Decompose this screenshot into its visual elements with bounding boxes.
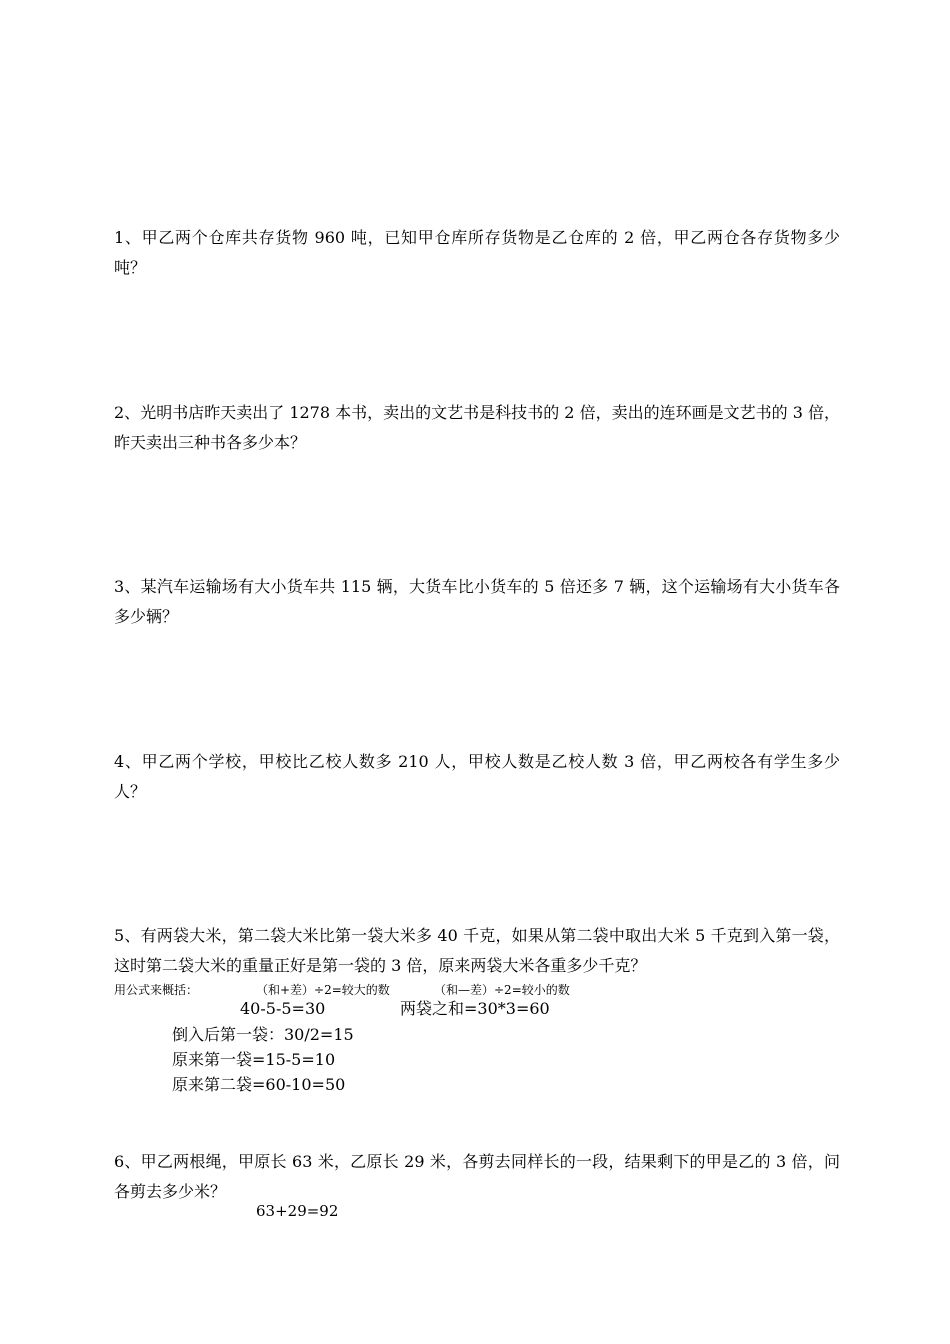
- problem-5: 5、有两袋大米，第二袋大米比第一袋大米多 40 千克，如果从第二袋中取出大米 5 千克到入第一袋，这时第二袋大米的重量正好是第一袋的 3 倍，原来两袋大米各重多少千克？: [114, 926, 840, 975]
- problem-4: 4、甲乙两个学校，甲校比乙校人数多 210 人，甲校人数是乙校人数 3 倍，甲乙两校各有学生多少人？: [114, 752, 840, 801]
- problem-3: 3、某汽车运输场有大小货车共 115 辆，大货车比小货车的 5 倍还多 7 辆，这个运输场有大小货车各多少辆？: [114, 577, 840, 626]
- problem-6: 6、甲乙两根绳，甲原长 63 米，乙原长 29 米，各剪去同样长的一段，结果剩下的甲是乙的 3 倍，问各剪去多少米？: [114, 1152, 840, 1201]
- work5-line1: 40-5-5=30: [240, 999, 326, 1018]
- formula-small-number: （和—差）÷2=较小的数: [434, 983, 570, 997]
- formula-label: 用公式来概括：: [114, 983, 199, 997]
- problem-2: 2、光明书店昨天卖出了 1278 本书，卖出的文艺书是科技书的 2 倍，卖出的连环画是文艺书的 3 倍，昨天卖出三种书各多少本？: [114, 403, 840, 452]
- problem-1: 1、甲乙两个仓库共存货物 960 吨，已知甲仓库所存货物是乙仓库的 2 倍，甲乙两仓各存货物多少吨？: [114, 228, 840, 277]
- work5-line1-right: 两袋之和=30*3=60: [400, 999, 550, 1018]
- work5-line3: 原来第一袋=15-5=10: [172, 1050, 336, 1069]
- work6-line1: 63+29=92: [256, 1202, 339, 1220]
- formula-large-number: （和+差）÷2=较大的数: [256, 983, 390, 997]
- work5-line4: 原来第二袋=60-10=50: [172, 1075, 346, 1094]
- work5-line2: 倒入后第一袋：30/2=15: [172, 1025, 354, 1044]
